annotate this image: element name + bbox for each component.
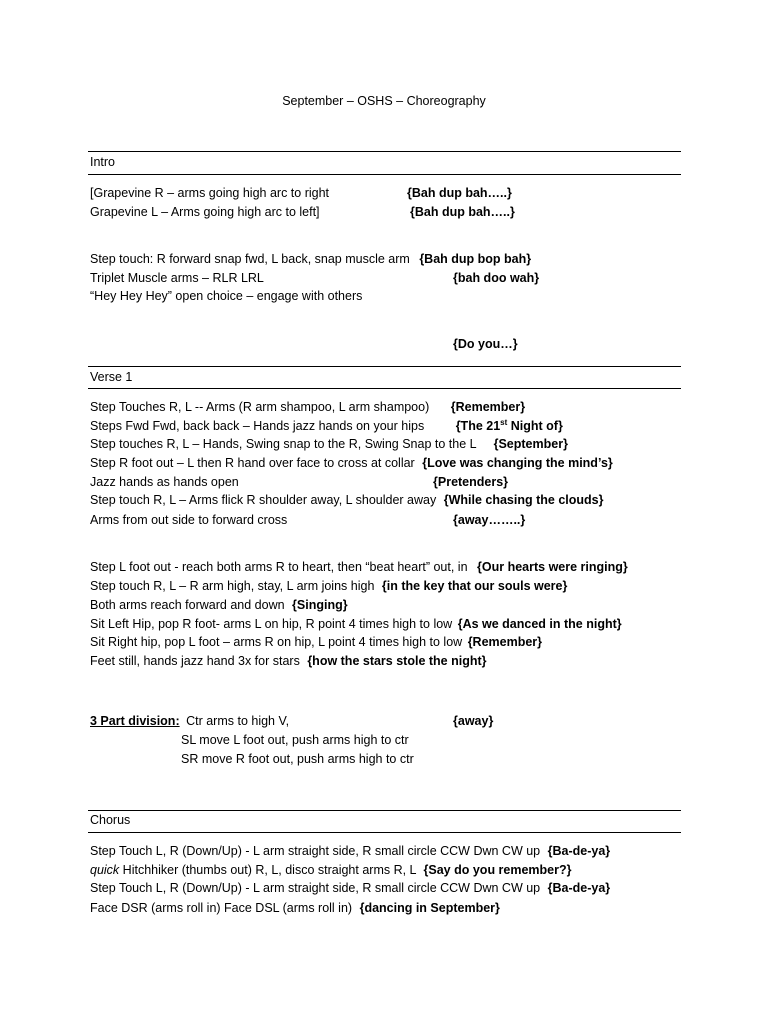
section-rule-bottom [88,388,681,389]
chorus-line: Face DSR (arms roll in) Face DSL (arms roll in) {dancing in September} [90,901,500,915]
chorus-lyric: {Say do you remember?} [423,863,572,877]
verse-lyric: {As we danced in the night} [457,617,622,631]
verse-lyric: {how the stars stole the night} [307,654,487,668]
section-heading-intro: Intro [90,155,116,169]
verse-line: Both arms reach forward and down {Singing} [90,598,348,612]
verse-lyric: {in the key that our souls were} [381,579,568,593]
verse-lyric: {Our hearts were ringing} [477,560,628,574]
verse-line: Step touches R, L – Hands, Swing snap to the R, Swing Snap to the L {September} [90,437,568,451]
verse-lyric: {Singing} [292,598,348,612]
chorus-line: Step Touch L, R (Down/Up) - L arm straight side, R small circle CCW Dwn CW up {Ba-de-ya} [90,881,611,895]
intro-lyric: {Do you…} [453,337,518,351]
intro-line: Grapevine L – Arms going high arc to left] [90,205,320,219]
intro-lyric: {bah doo wah} [453,271,540,285]
verse-lyric: {Pretenders} [433,475,509,489]
section-rule-bottom [88,832,681,833]
verse-line: Jazz hands as hands open [90,475,239,489]
verse-line: Step R foot out – L then R hand over face to cross at collar {Love was changing the mind’s} [90,456,613,470]
intro-lyric: {Bah dup bah…..} [410,205,515,219]
chorus-lyric: {dancing in September} [359,901,500,915]
verse-line: Step Touches R, L -- Arms (R arm shampoo, L arm shampoo) {Remember} [90,400,526,414]
verse-lyric: {The 21st Night of} [455,417,563,433]
verse-line: Step L foot out - reach both arms R to heart, then “beat heart” out, in {Our hearts were ringing} [90,560,628,574]
verse-lyric: {September} [493,437,568,451]
verse-lyric: {away……..} [453,513,526,527]
intro-line: [Grapevine R – arms going high arc to right [90,186,330,200]
chorus-lyric: {Ba-de-ya} [547,844,611,858]
intro-line: Triplet Muscle arms – RLR LRL [90,271,264,285]
chorus-line: Step Touch L, R (Down/Up) - L arm straight side, R small circle CCW Dwn CW up {Ba-de-ya} [90,844,611,858]
chorus-lyric: {Ba-de-ya} [547,881,611,895]
verse-lyric: {Love was changing the mind’s} [422,456,613,470]
page-title: September – OSHS – Choreography [282,94,486,108]
section-heading-chorus: Chorus [90,813,131,827]
section-rule-top [88,151,681,152]
verse-line: Step touch R, L – R arm high, stay, L arm joins high {in the key that our souls were} [90,579,568,593]
intro-line: “Hey Hey Hey” open choice – engage with others [90,289,363,303]
verse-line: Sit Right hip, pop L foot – arms R on hip, L point 4 times high to low {Remember} [90,635,543,649]
division-lyric: {away} [453,714,494,728]
division-line: SR move R foot out, push arms high to ctr [181,752,414,766]
section-rule-top [88,366,681,367]
verse-line: Arms from out side to forward cross [90,513,288,527]
division-line: SL move L foot out, push arms high to ctr [181,733,409,747]
verse-lyric: {Remember} [450,400,526,414]
verse-lyric: {While chasing the clouds} [443,493,604,507]
division-line: 3 Part division: Ctr arms to high V, [90,714,290,728]
verse-line: Step touch R, L – Arms flick R shoulder away, L shoulder away {While chasing the clouds} [90,493,604,507]
verse-lyric: {Remember} [467,635,543,649]
verse-line: Feet still, hands jazz hand 3x for stars {how the stars stole the night} [90,654,487,668]
section-heading-verse1: Verse 1 [90,370,133,384]
verse-line: Sit Left Hip, pop R foot- arms L on hip, R point 4 times high to low {As we danced in the night} [90,617,622,631]
section-rule-bottom [88,174,681,175]
intro-line: Step touch: R forward snap fwd, L back, snap muscle arm {Bah dup bop bah} [90,252,532,266]
intro-lyric: {Bah dup bah…..} [407,186,512,200]
division-label: 3 Part division: [90,714,180,728]
chorus-line: quick Hitchhiker (thumbs out) R, L, disco straight arms R, L {Say do you remember?} [90,863,572,877]
intro-lyric: {Bah dup bop bah} [419,252,532,266]
verse-line: Steps Fwd Fwd, back back – Hands jazz hands on your hips {The 21st Night of} [90,417,563,433]
section-rule-top [88,810,681,811]
